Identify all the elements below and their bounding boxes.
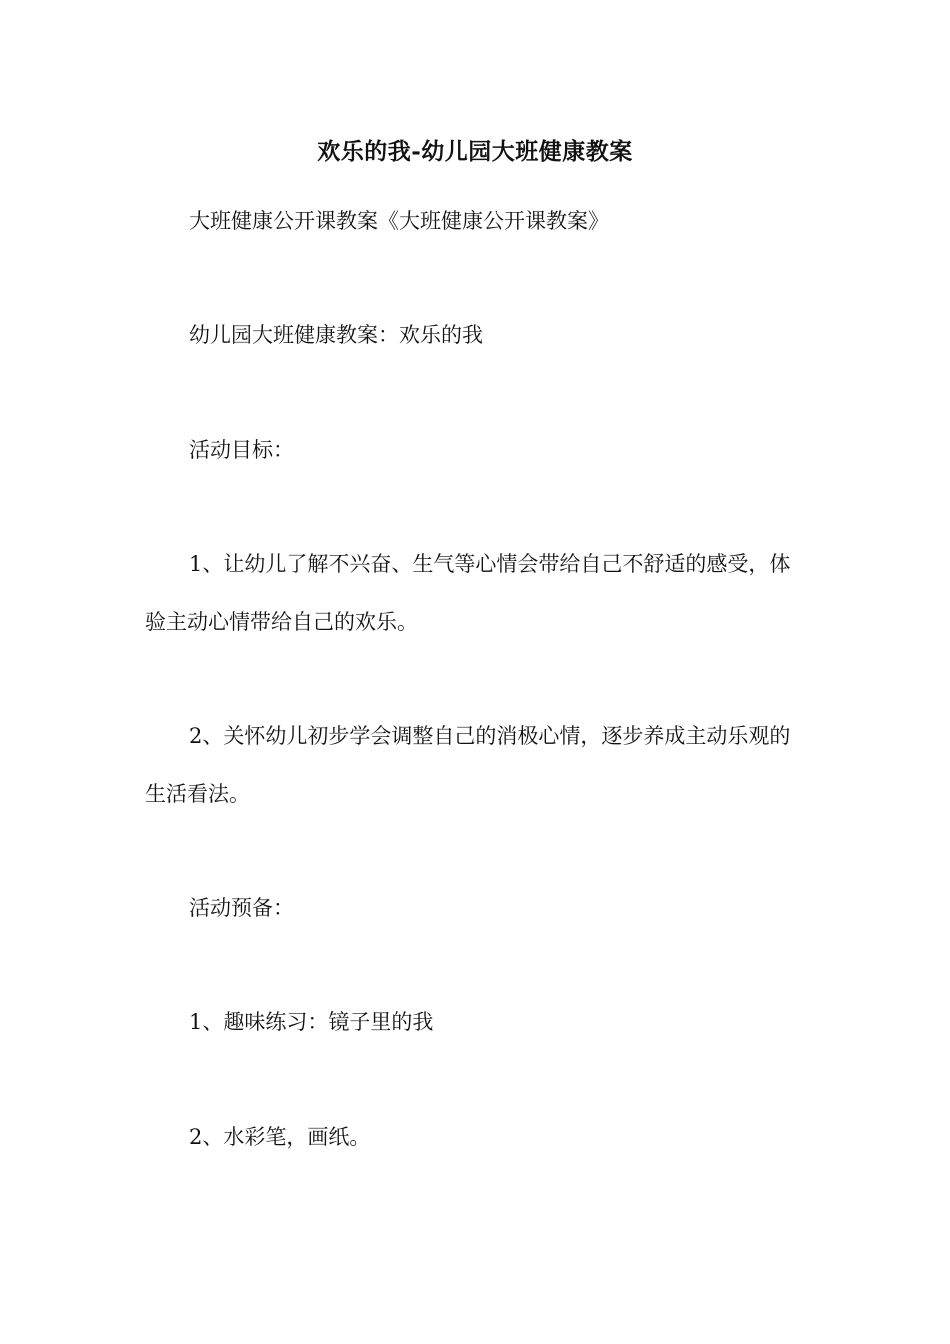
- heading-activity-goals: 活动目标：: [189, 438, 294, 462]
- paragraph-goal-1: 1、让幼儿了解不兴奋、生气等心情会带给自己不舒适的感受，体验主动心情带给自己的欢乐。: [145, 552, 791, 634]
- paragraph-goal-2: 2、关怀幼儿初步学会调整自己的消极心情，逐步养成主动乐观的生活看法。: [145, 724, 791, 806]
- paragraph-lesson-name: 幼儿园大班健康教案：欢乐的我: [189, 323, 483, 347]
- document-title: 欢乐的我-幼儿园大班健康教案: [317, 138, 633, 165]
- paragraph-preparation-2: 2、水彩笔，画纸。: [189, 1125, 371, 1149]
- paragraph-subtitle: 大班健康公开课教案《大班健康公开课教案》: [189, 209, 609, 233]
- paragraph-preparation-1: 1、趣味练习：镜子里的我: [189, 1010, 434, 1034]
- heading-activity-preparation: 活动预备：: [189, 896, 294, 920]
